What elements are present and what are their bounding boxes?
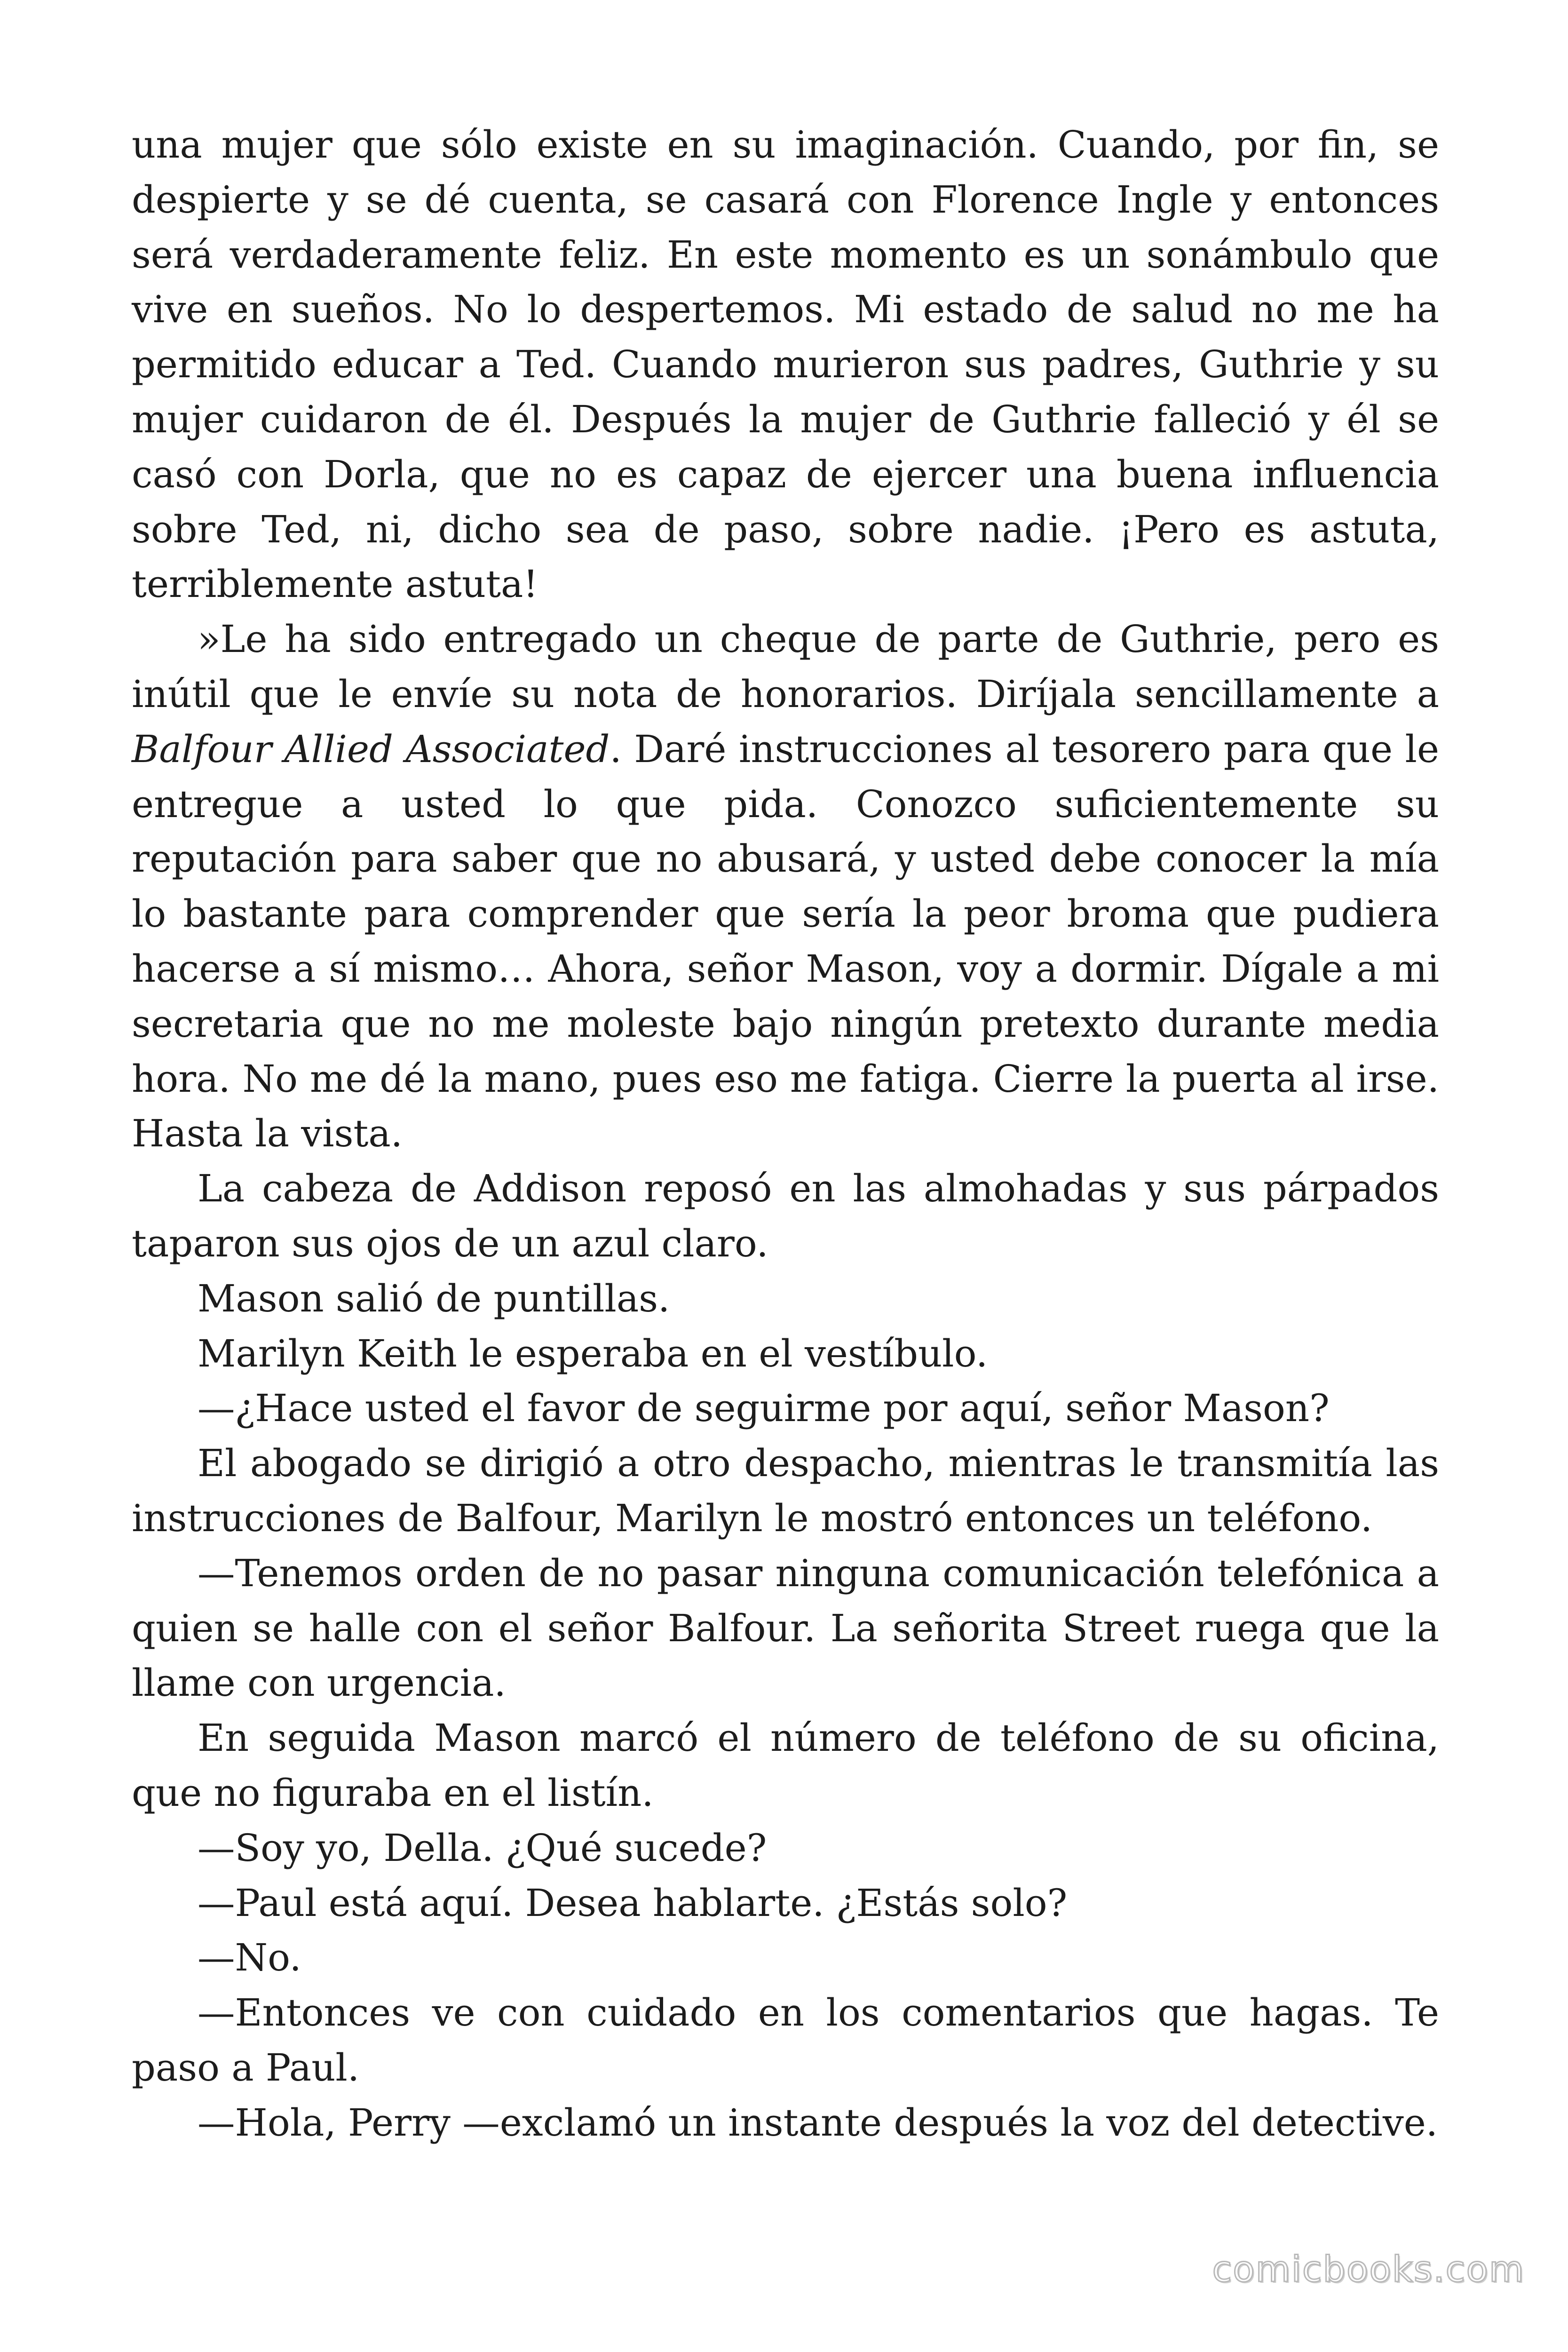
text-run: —Soy yo, Della. ¿Qué sucede? <box>198 1826 767 1870</box>
paragraph <box>132 1821 1439 1876</box>
text-run: —No. <box>198 1936 301 1980</box>
paragraph <box>132 1161 1439 1271</box>
text-run: —Hola, Perry —exclamó un instante después la voz del detective. <box>198 2100 1438 2145</box>
paragraph <box>132 1381 1439 1436</box>
text-run: . Daré instrucciones al tesorero para que le entregue a usted lo que pida. Conozco suficientemente su reputación para saber que no abusará, y usted debe conocer la mía lo bastante para comprender que sería la peor broma que pudiera hacerse a sí mismo… Ahora, señor Mason, voy a dormir. Dígale a mi secretaria que no me moleste bajo ningún pretexto durante media hora. No me dé la mano, pues eso me fatiga. Cierre la puerta al irse. Hasta la vista. <box>132 727 1439 1156</box>
text-run: —Tenemos orden de no pasar ninguna comunicación telefónica a quien se halle con el señor Balfour. La señorita Street ruega que la llame con urgencia. <box>132 1551 1439 1705</box>
text-run: La cabeza de Addison reposó en las almohadas y sus párpados taparon sus ojos de un azul claro. <box>132 1167 1439 1265</box>
paragraph <box>132 1546 1439 1711</box>
paragraph <box>132 2096 1439 2151</box>
text-run: —¿Hace usted el favor de seguirme por aquí, señor Mason? <box>198 1386 1330 1430</box>
text-run: El abogado se dirigió a otro despacho, mientras le transmitía las instrucciones de Balfour, Marilyn le mostró entonces un teléfono. <box>132 1441 1439 1540</box>
paragraph <box>132 1876 1439 1931</box>
italic-text-run: Balfour Allied Associated <box>132 727 610 771</box>
text-run: una mujer que sólo existe en su imaginación. Cuando, por fin, se despierte y se dé cuenta, se casará con Florence Ingle y entonces será verdaderamente feliz. En este momento es un sonámbulo que vive en sueños. No lo despertemos. Mi estado de salud no me ha permitido educar a Ted. Cuando murieron sus padres, Guthrie y su mujer cuidaron de él. Después la mujer de Guthrie falleció y él se casó con Dorla, que no es capaz de ejercer una buena influencia sobre Ted, ni, dicho sea de paso, sobre nadie. ¡Pero es astuta, terriblemente astuta! <box>132 123 1439 606</box>
text-run: —Paul está aquí. Desea hablarte. ¿Estás solo? <box>198 1881 1068 1925</box>
text-run: Mason salió de puntillas. <box>198 1276 670 1320</box>
watermark-logo: comicbooks.com <box>1212 2248 1525 2290</box>
paragraph <box>132 118 1439 612</box>
text-run: —Entonces ve con cuidado en los comentarios que hagas. Te paso a Paul. <box>132 1991 1439 2090</box>
paragraph <box>132 1931 1439 1986</box>
page-body <box>132 118 1439 2150</box>
text-run: »Le ha sido entregado un cheque de parte de Guthrie, pero es inútil que le envíe su nota de honorarios. Diríjala sencillamente a <box>132 617 1439 716</box>
paragraph <box>132 1711 1439 1821</box>
paragraph <box>132 1986 1439 2096</box>
paragraph <box>132 1271 1439 1327</box>
paragraph <box>132 1436 1439 1546</box>
text-run: En seguida Mason marcó el número de teléfono de su oficina, que no figuraba en el listín. <box>132 1716 1439 1815</box>
text-run: Marilyn Keith le esperaba en el vestíbulo. <box>198 1331 988 1375</box>
paragraph <box>132 612 1439 1161</box>
paragraph <box>132 1327 1439 1382</box>
